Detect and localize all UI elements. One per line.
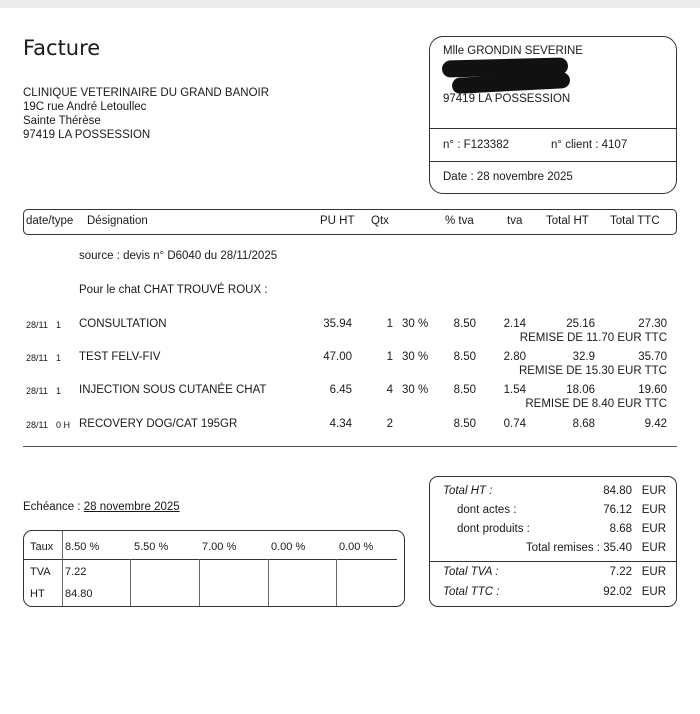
currency: EUR	[641, 586, 666, 598]
line-total-ttc: 35.70	[638, 351, 667, 363]
table-bottom-line	[23, 446, 677, 447]
header-pct-tva: % tva	[445, 215, 474, 227]
line-total-ttc: 27.30	[638, 318, 667, 330]
total-ttc-value: 92.02	[603, 586, 632, 598]
line-qty: 2	[386, 418, 393, 430]
line-pu-ht: 6.45	[329, 384, 352, 396]
line-type: 1	[56, 353, 62, 363]
vat-tva-cell: 7.22	[65, 566, 87, 578]
currency: EUR	[641, 566, 666, 578]
header-qty: Qtx	[371, 215, 389, 227]
line-tva: 0.74	[503, 418, 526, 430]
invoice-number: n° : F123382	[443, 139, 509, 151]
currency: EUR	[641, 504, 666, 516]
total-ttc-label: Total TTC :	[443, 586, 500, 598]
due-date: Echéance : 28 novembre 2025	[23, 501, 180, 513]
line-discount: 30 %	[402, 351, 429, 363]
line-date: 28/11	[26, 420, 48, 430]
line-pct-tva: 8.50	[453, 351, 476, 363]
line-pct-tva: 8.50	[453, 418, 476, 430]
header-pu-ht: PU HT	[320, 215, 355, 227]
invoice-date: Date : 28 novembre 2025	[443, 171, 573, 183]
produits-label: dont produits :	[457, 523, 530, 535]
total-ht-label: Total HT :	[443, 485, 493, 497]
currency: EUR	[641, 485, 666, 497]
header-total-ttc: Total TTC	[610, 215, 660, 227]
header-designation: Désignation	[87, 215, 148, 227]
client-city: 97419 LA POSSESSION	[443, 93, 571, 105]
header-total-ht: Total HT	[546, 215, 589, 227]
line-total-ttc: 19.60	[638, 384, 667, 396]
vat-tva-label: TVA	[30, 566, 51, 578]
line-total-ht: 18.06	[566, 384, 595, 396]
line-total-ht: 8.68	[572, 418, 595, 430]
header-date-type: date/type	[26, 215, 74, 227]
line-discount: 30 %	[402, 318, 429, 330]
line-designation: RECOVERY DOG/CAT 195GR	[79, 418, 238, 430]
vat-rate-label: Taux	[30, 541, 54, 553]
clinic-city: 97419 LA POSSESSION	[23, 129, 151, 141]
currency: EUR	[641, 542, 666, 554]
line-tva: 2.80	[503, 351, 526, 363]
vat-rates-cell: 5.50 %	[134, 541, 169, 553]
clinic-district: Sainte Thérèse	[23, 115, 101, 127]
client-name: Mlle GRONDIN SEVERINE	[443, 45, 583, 57]
line-designation: TEST FELV-FIV	[79, 351, 161, 363]
page-title: Facture	[23, 36, 101, 60]
top-bar	[0, 0, 700, 8]
line-qty: 1	[386, 318, 393, 330]
line-pct-tva: 8.50	[453, 384, 476, 396]
line-date: 28/11	[26, 386, 48, 396]
total-ht-value: 84.80	[603, 485, 632, 497]
line-qty: 1	[386, 351, 393, 363]
line-type: 0 H	[56, 420, 71, 430]
line-tva: 2.14	[503, 318, 526, 330]
line-designation: CONSULTATION	[79, 318, 167, 330]
line-pu-ht: 47.00	[323, 351, 352, 363]
line-type: 1	[56, 320, 62, 330]
actes-label: dont actes :	[457, 504, 517, 516]
vat-rates-cell: 0.00 %	[271, 541, 306, 553]
line-type: 1	[56, 386, 62, 396]
client-number: n° client : 4107	[551, 139, 628, 151]
line-remise: REMISE DE 11.70 EUR TTC	[519, 332, 667, 344]
line-pu-ht: 35.94	[323, 318, 352, 330]
total-tva-value: 7.22	[609, 566, 632, 578]
line-date: 28/11	[26, 320, 48, 330]
vat-table	[23, 530, 405, 607]
line-qty: 4	[386, 384, 393, 396]
line-date: 28/11	[26, 353, 48, 363]
clinic-address	[23, 86, 269, 142]
vat-rates-cell: 7.00 %	[202, 541, 237, 553]
actes-value: 76.12	[603, 504, 632, 516]
line-total-ttc: 9.42	[644, 418, 667, 430]
produits-value: 8.68	[609, 523, 632, 535]
line-pct-tva: 8.50	[453, 318, 476, 330]
totals-box	[429, 476, 677, 607]
line-total-ht: 32.9	[572, 351, 595, 363]
vat-rates-cell: 8.50 %	[65, 541, 100, 553]
clinic-street: 19C rue André Letoullec	[23, 101, 147, 113]
currency: EUR	[641, 523, 666, 535]
vat-rates-cell: 0.00 %	[339, 541, 374, 553]
clinic-name: CLINIQUE VETERINAIRE DU GRAND BANOIR	[23, 87, 270, 99]
total-tva-label: Total TVA :	[443, 566, 499, 578]
line-remise: REMISE DE 8.40 EUR TTC	[525, 398, 667, 410]
vat-ht-cell: 84.80	[65, 588, 93, 600]
header-tva: tva	[507, 215, 523, 227]
patient-note: Pour le chat CHAT TROUVÉ ROUX :	[79, 284, 268, 296]
remises-total: Total remises : 35.40	[525, 542, 632, 554]
line-designation: INJECTION SOUS CUTANÉE CHAT	[79, 384, 267, 396]
line-pu-ht: 4.34	[329, 418, 352, 430]
line-remise: REMISE DE 15.30 EUR TTC	[518, 365, 667, 377]
client-box	[429, 36, 677, 194]
vat-ht-label: HT	[30, 588, 45, 600]
source-note: source : devis n° D6040 du 28/11/2025	[79, 250, 278, 262]
line-tva: 1.54	[503, 384, 526, 396]
line-total-ht: 25.16	[566, 318, 595, 330]
line-discount: 30 %	[402, 384, 429, 396]
